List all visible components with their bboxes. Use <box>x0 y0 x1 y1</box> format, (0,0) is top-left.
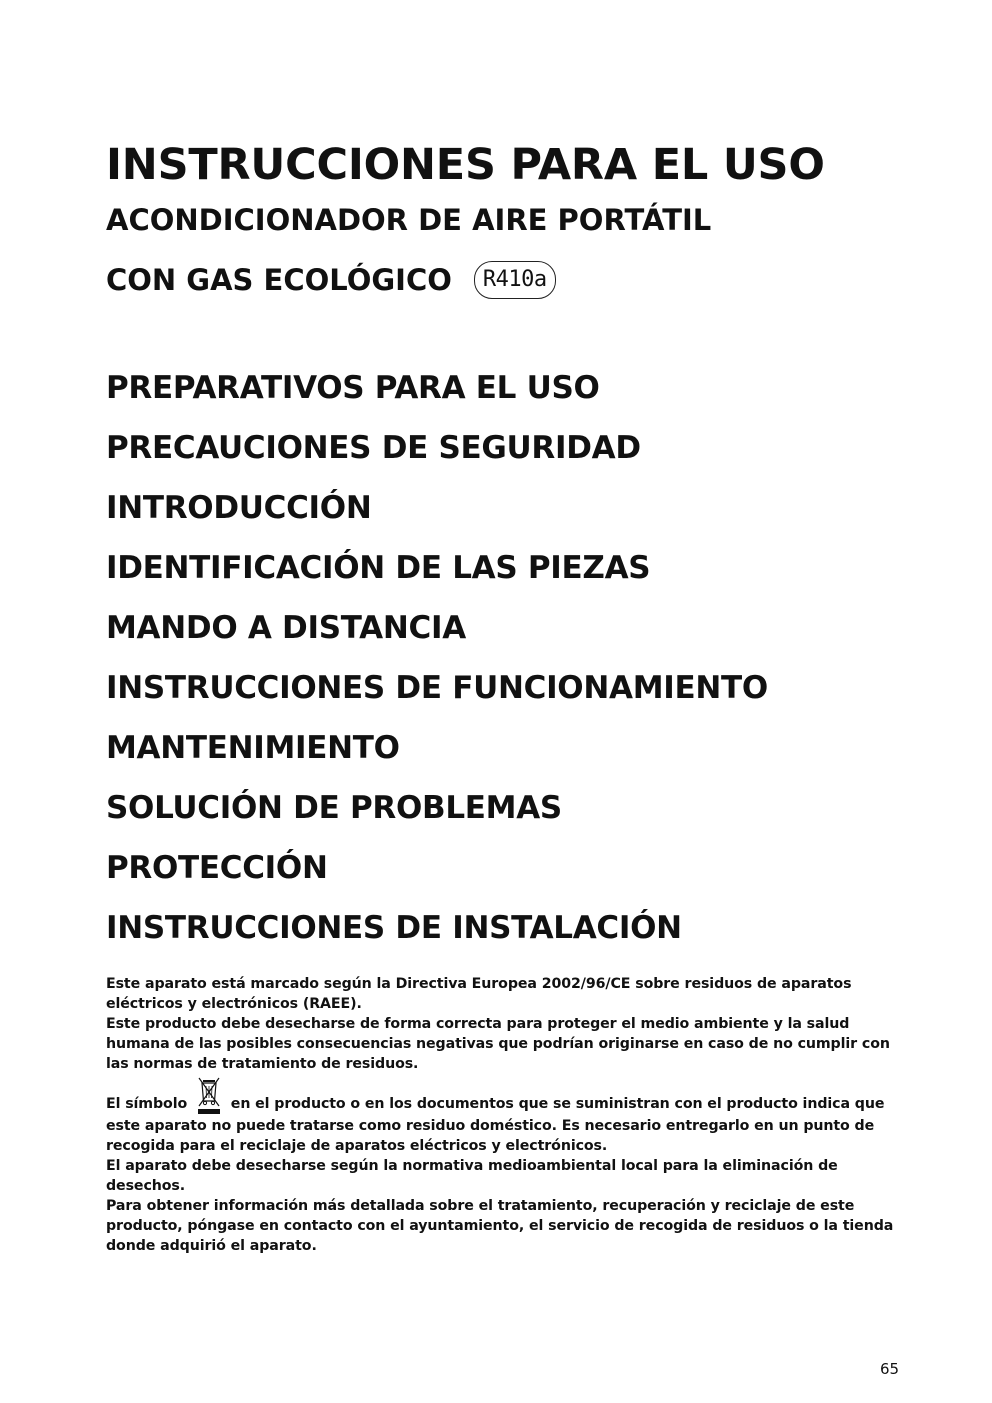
toc-item: IDENTIFICACIÓN DE LAS PIEZAS <box>106 550 651 586</box>
symbol-lead-text: El símbolo <box>106 1096 188 1112</box>
notice-paragraph <box>106 1094 906 1156</box>
crossed-out-wheelie-bin-icon <box>196 1076 222 1116</box>
toc-item: INTRODUCCIÓN <box>106 490 372 526</box>
document-title: INSTRUCCIONES PARA EL USO <box>106 140 825 190</box>
notice-paragraph: Este aparato está marcado según la Directiva Europea 2002/96/CE sobre residuos de aparatos eléctricos y electrónicos (RAEE). <box>106 976 852 1012</box>
notice-paragraph: Para obtener información más detallada sobre el tratamiento, recuperación y reciclaje de este producto, póngase en contacto con el ayuntamiento, el servicio de recogida de residuos o la tienda donde adquirió el aparato. <box>106 1198 894 1254</box>
toc-item: INSTRUCCIONES DE FUNCIONAMIENTO <box>106 670 768 706</box>
toc-item: PREPARATIVOS PARA EL USO <box>106 370 600 406</box>
toc-item: MANTENIMIENTO <box>106 730 400 766</box>
symbol-explanation-text: en el producto o en los documentos que se suministran con el producto indica que este aparato no puede tratarse como residuo doméstico. Es necesario entregarlo en un punto de recogida para el reciclaje de aparatos eléctricos y electrónicos. <box>106 1096 885 1154</box>
toc-item: MANDO A DISTANCIA <box>106 610 466 646</box>
toc-item: PRECAUCIONES DE SEGURIDAD <box>106 430 641 466</box>
product-subtitle: ACONDICIONADOR DE AIRE PORTÁTIL <box>106 203 712 237</box>
gas-subtitle <box>106 261 556 299</box>
page-number: 65 <box>880 1360 900 1378</box>
table-of-contents <box>106 368 768 968</box>
weee-notice <box>106 974 906 1256</box>
toc-item: PROTECCIÓN <box>106 850 328 886</box>
refrigerant-badge: R410a <box>474 261 556 299</box>
notice-paragraph: El aparato debe desecharse según la normativa medioambiental local para la eliminación de desechos. <box>106 1158 838 1194</box>
toc-item: INSTRUCCIONES DE INSTALACIÓN <box>106 910 682 946</box>
notice-paragraph: Este producto debe desecharse de forma correcta para proteger el medio ambiente y la salud humana de las posibles consecuencias negativas que podrían originarse en caso de no cumplir con las normas de tratamiento de residuos. <box>106 1016 890 1072</box>
toc-item: SOLUCIÓN DE PROBLEMAS <box>106 790 562 826</box>
gas-subtitle-text: CON GAS ECOLÓGICO <box>106 263 452 297</box>
